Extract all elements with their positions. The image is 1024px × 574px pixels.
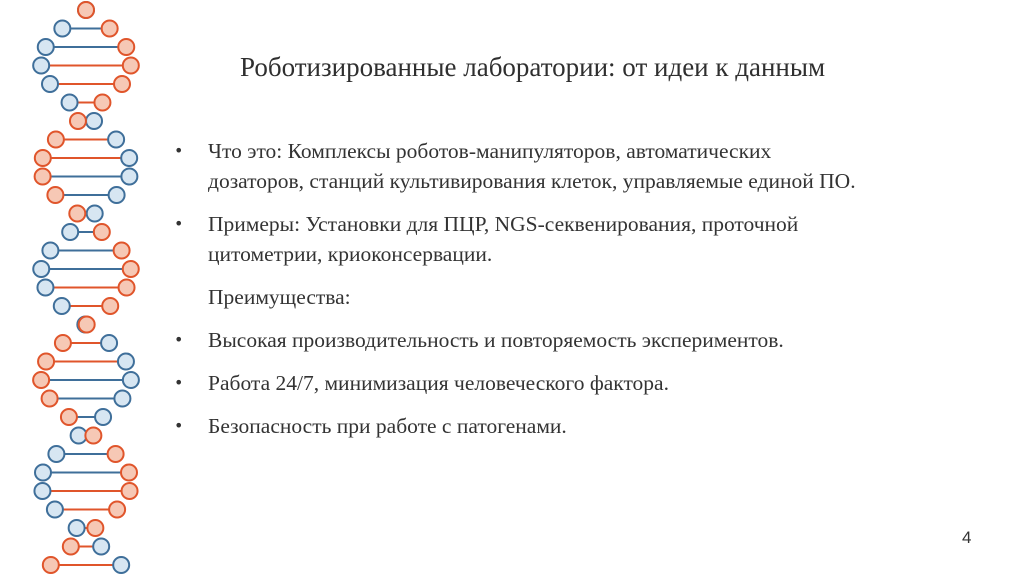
dna-node bbox=[102, 298, 118, 314]
list-subheading bbox=[172, 282, 972, 312]
dna-node bbox=[42, 76, 58, 92]
bullet-icon: • bbox=[174, 373, 184, 392]
dna-node bbox=[54, 21, 70, 37]
dna-node bbox=[121, 169, 137, 185]
dna-node bbox=[114, 243, 130, 259]
bullet-icon: • bbox=[174, 141, 184, 160]
dna-node bbox=[47, 502, 63, 518]
dna-node bbox=[55, 335, 71, 351]
dna-node bbox=[63, 539, 79, 555]
dna-node bbox=[69, 520, 85, 536]
dna-node bbox=[34, 483, 50, 499]
dna-node bbox=[38, 354, 54, 370]
dna-node bbox=[54, 298, 70, 314]
dna-node bbox=[119, 280, 135, 296]
dna-node bbox=[108, 132, 124, 148]
dna-node bbox=[121, 465, 137, 481]
list-item bbox=[172, 136, 972, 196]
dna-node bbox=[70, 113, 86, 129]
list-item-line: дозаторов, станций культивирования клеток, управляемые единой ПО. bbox=[208, 169, 856, 193]
dna-node bbox=[114, 76, 130, 92]
dna-node bbox=[94, 95, 110, 111]
dna-node bbox=[79, 317, 95, 333]
dna-node bbox=[33, 372, 49, 388]
dna-node bbox=[109, 187, 125, 203]
list-item-line: цитометрии, криоконсервации. bbox=[208, 242, 493, 266]
dna-node bbox=[42, 243, 58, 259]
dna-node bbox=[85, 428, 101, 444]
dna-node bbox=[61, 409, 77, 425]
dna-node bbox=[108, 446, 124, 462]
dna-node bbox=[123, 261, 139, 277]
dna-node bbox=[87, 206, 103, 222]
dna-node bbox=[42, 391, 58, 407]
dna-node bbox=[35, 150, 51, 166]
dna-node bbox=[93, 539, 109, 555]
slide-title: Роботизированные лаборатории: от идеи к данным bbox=[240, 52, 826, 82]
dna-node bbox=[118, 354, 134, 370]
dna-node bbox=[113, 557, 129, 573]
dna-node bbox=[71, 428, 87, 444]
dna-node bbox=[33, 261, 49, 277]
dna-node bbox=[78, 2, 94, 18]
list-item bbox=[172, 209, 972, 269]
dna-node bbox=[87, 520, 103, 536]
dna-node bbox=[48, 446, 64, 462]
dna-node bbox=[47, 187, 63, 203]
dna-node bbox=[95, 409, 111, 425]
dna-node bbox=[43, 557, 59, 573]
list-item bbox=[172, 368, 972, 398]
list-item-line: Что это: Комплексы роботов-манипуляторов, автоматических bbox=[208, 139, 772, 163]
dna-node bbox=[122, 483, 138, 499]
dna-node bbox=[123, 372, 139, 388]
dna-node bbox=[62, 224, 78, 240]
dna-node bbox=[94, 224, 110, 240]
bullet-icon: • bbox=[174, 416, 184, 435]
dna-node bbox=[123, 58, 139, 74]
dna-node bbox=[33, 58, 49, 74]
dna-node bbox=[38, 39, 54, 55]
dna-node bbox=[86, 113, 102, 129]
dna-node bbox=[101, 335, 117, 351]
dna-node bbox=[35, 169, 51, 185]
bullet-icon: • bbox=[174, 214, 184, 233]
dna-node bbox=[121, 150, 137, 166]
dna-node bbox=[102, 21, 118, 37]
list-item-line: Безопасность при работе с патогенами. bbox=[208, 414, 567, 438]
page-number: 4 bbox=[962, 528, 972, 547]
dna-node bbox=[37, 280, 53, 296]
dna-helix-decoration bbox=[0, 0, 170, 574]
dna-node bbox=[69, 206, 85, 222]
bullet-list bbox=[172, 136, 972, 454]
dna-node bbox=[35, 465, 51, 481]
list-item-line: Примеры: Установки для ПЦР, NGS-секвенирования, проточной bbox=[208, 212, 799, 236]
list-item-line: Преимущества: bbox=[208, 285, 351, 309]
list-item-line: Высокая производительность и повторяемость экспериментов. bbox=[208, 328, 784, 352]
dna-node bbox=[114, 391, 130, 407]
dna-node bbox=[62, 95, 78, 111]
list-item-line: Работа 24/7, минимизация человеческого фактора. bbox=[208, 371, 669, 395]
bullet-icon: • bbox=[174, 330, 184, 349]
dna-node bbox=[118, 39, 134, 55]
list-item bbox=[172, 411, 972, 441]
list-item bbox=[172, 325, 972, 355]
dna-node bbox=[48, 132, 64, 148]
dna-node bbox=[109, 502, 125, 518]
